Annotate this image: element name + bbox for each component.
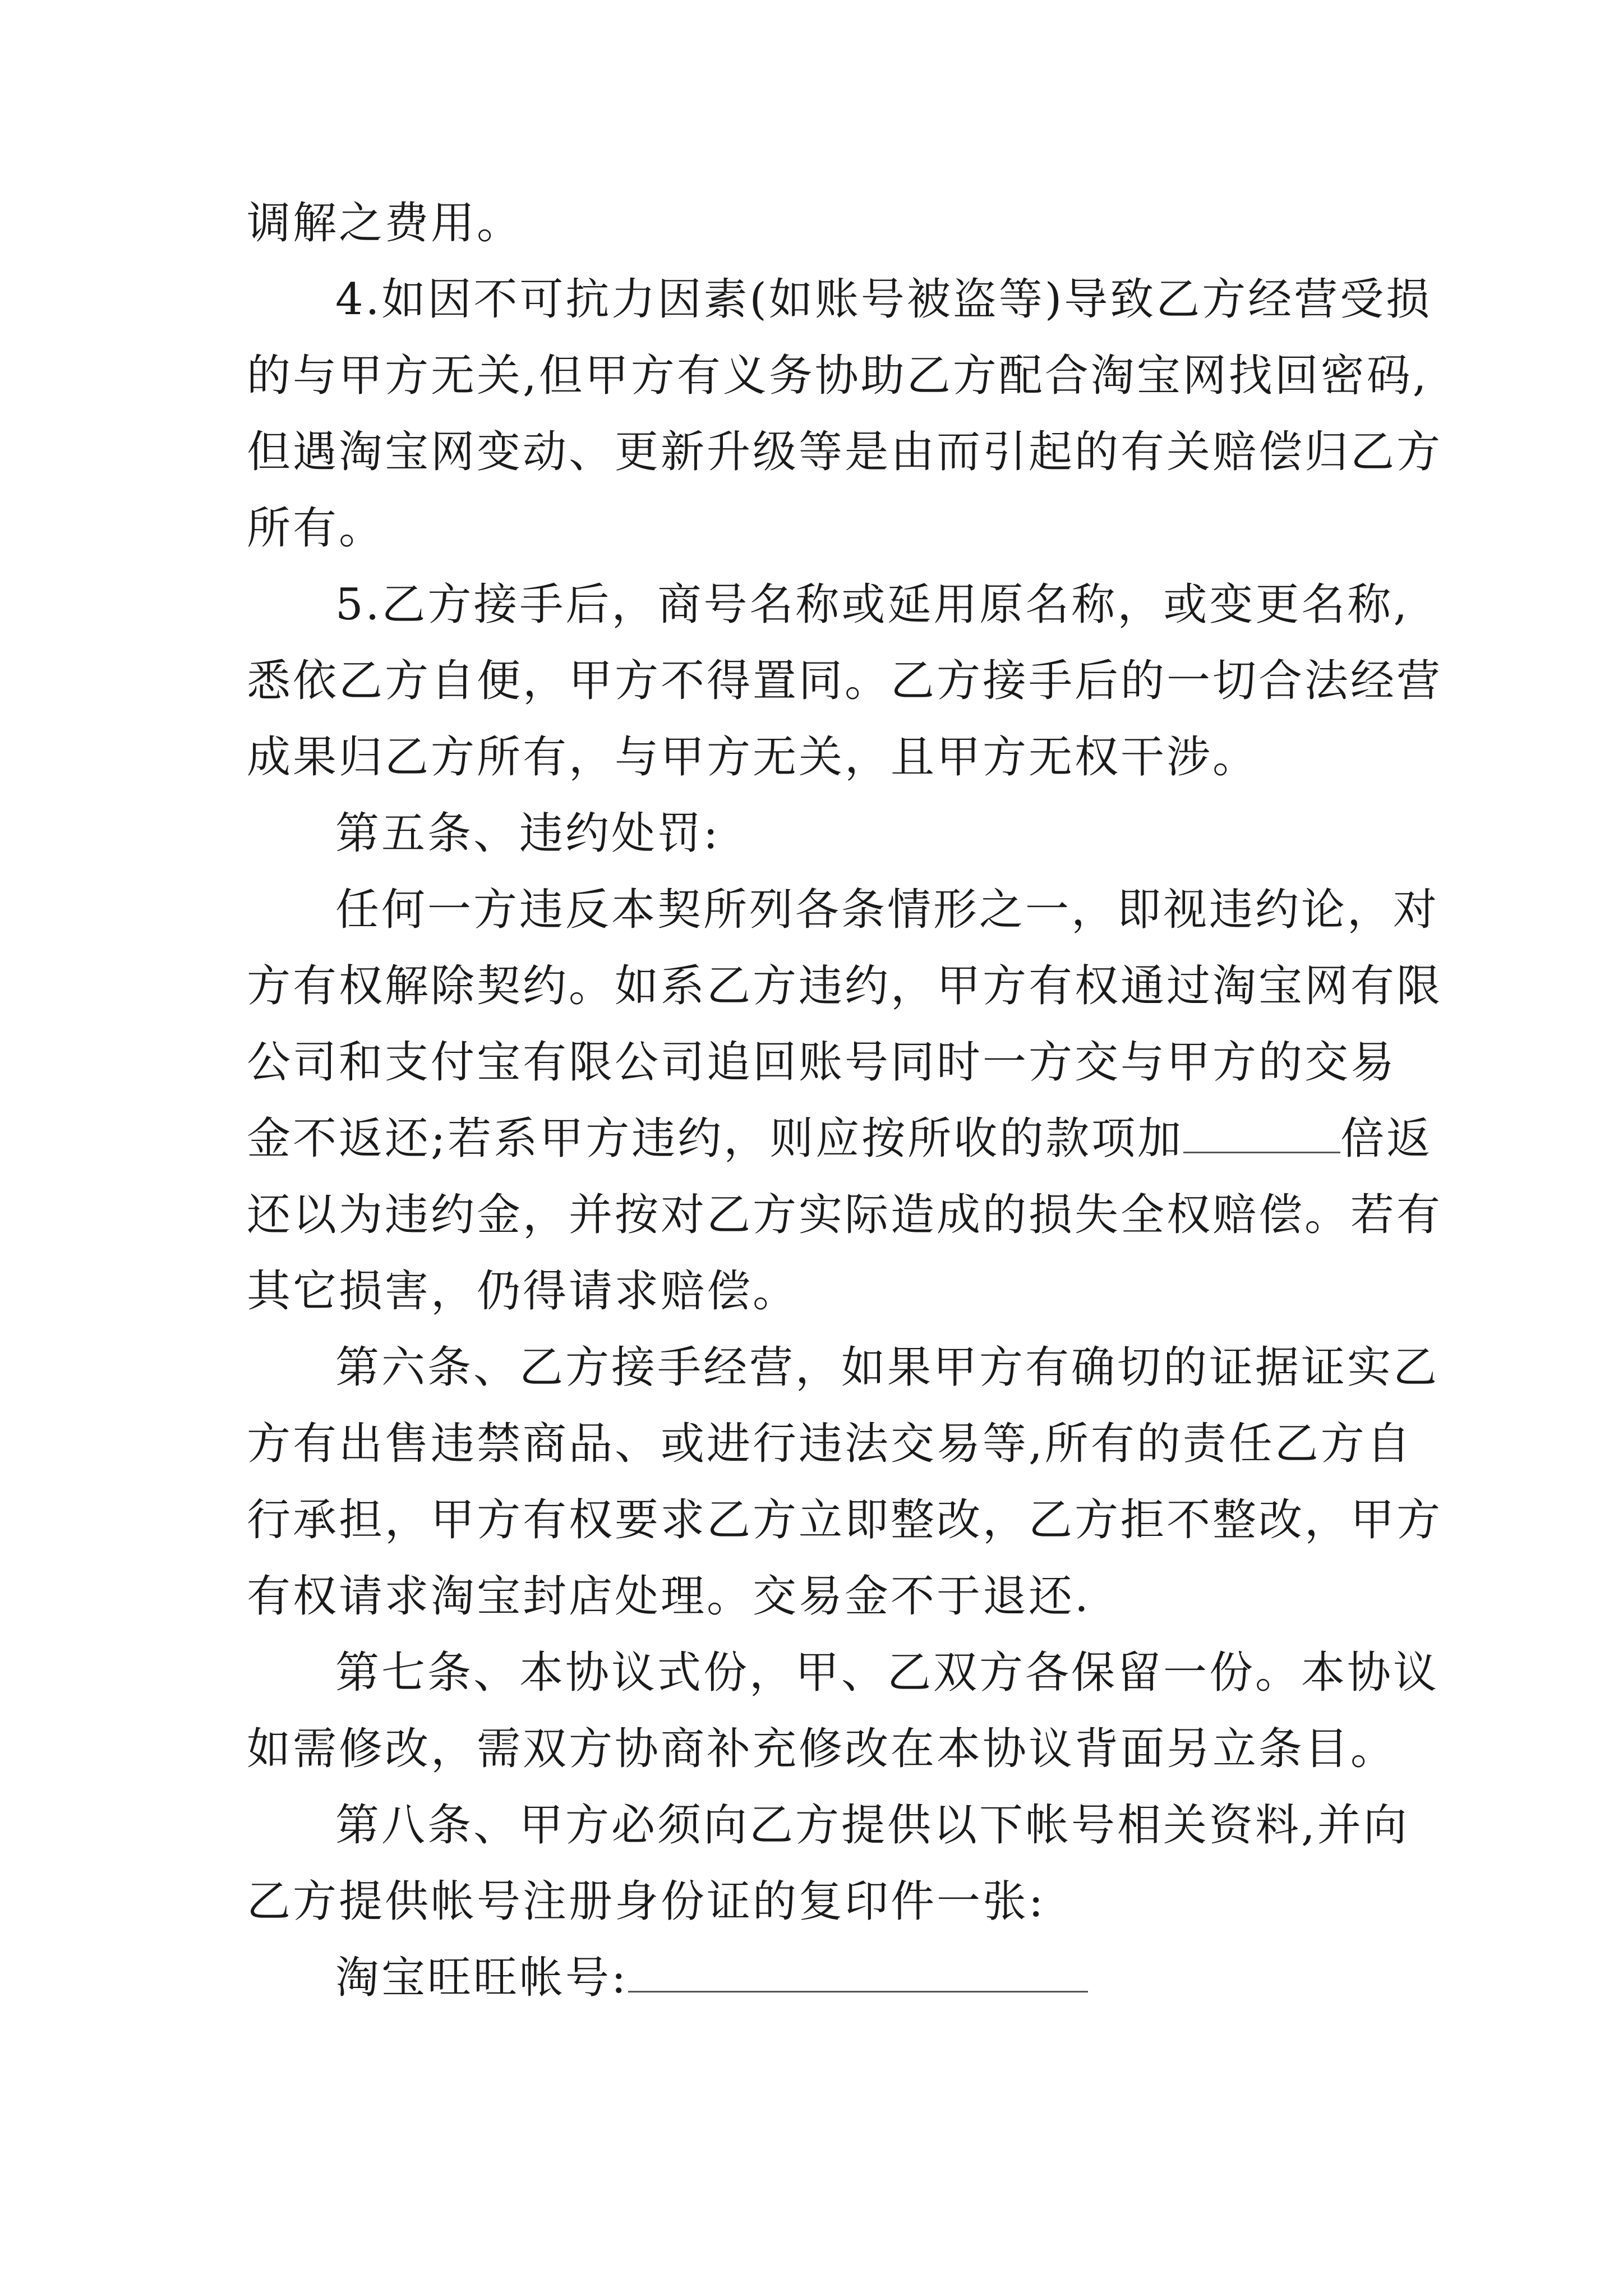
document-body <box>247 185 1441 2016</box>
clause-5: 5.乙方接手后，商号名称或延用原名称，或变更名称, <box>335 579 1410 630</box>
article-6: 第六条、乙方接手经营，如果甲方有确切的证据证实乙 <box>335 1342 1440 1393</box>
text-line: 方有权解除契约。如系乙方违约，甲方有权通过淘宝网有限 <box>247 961 1443 1011</box>
text-line: 有权请求淘宝封店处理。交易金不于退还. <box>247 1571 1091 1622</box>
clause-4: 4.如因不可抗力因素(如账号被盗等)导致乙方经营受损 <box>335 274 1432 325</box>
wangwang-account-blank[interactable] <box>628 1952 1088 1993</box>
text-line: 成果归乙方所有，与甲方无关，且甲方无权干涉。 <box>247 732 1259 783</box>
text-line: 但遇淘宝网变动、更新升级等是由而引起的有关赔偿归乙方 <box>247 427 1443 477</box>
text-line: 悉依乙方自便，甲方不得置同。乙方接手后的一切合法经营 <box>247 656 1443 706</box>
text-line: 方有出售违禁商品、或进行违法交易等,所有的责任乙方自 <box>247 1419 1413 1469</box>
text-line: 行承担，甲方有权要求乙方立即整改，乙方拒不整改，甲方 <box>247 1495 1443 1545</box>
text-line: 调解之费用。 <box>247 198 523 249</box>
article-8: 第八条、甲方必须向乙方提供以下帐号相关资料,并向 <box>335 1800 1409 1851</box>
text-segment: 倍返 <box>1340 1114 1433 1164</box>
article-5-paragraph: 任何一方违反本契所列各条情形之一，即视违约论，对 <box>335 885 1440 935</box>
text-line: 公司和支付宝有限公司追回账号同时一方交与甲方的交易 <box>247 1037 1397 1088</box>
text-line: 其它损害，仍得请求赔偿。 <box>247 1266 799 1317</box>
text-line-with-blank <box>247 1101 1441 1177</box>
article-5-heading: 第五条、违约处罚: <box>335 808 721 859</box>
text-segment: 金不返还;若系甲方违约，则应按所收的款项加 <box>247 1114 1184 1164</box>
text-line: 所有。 <box>247 503 385 554</box>
text-line: 的与甲方无关,但甲方有义务协助乙方配合淘宝网找回密码, <box>247 351 1429 401</box>
text-line: 如需修改，需双方协商补充修改在本协议背面另立条目。 <box>247 1724 1397 1774</box>
text-line: 乙方提供帐号注册身份证的复印件一张: <box>247 1876 1046 1927</box>
text-line: 还以为违约金，并按对乙方实际造成的损失全权赔偿。若有 <box>247 1190 1443 1240</box>
wangwang-account-line <box>247 1940 1441 2016</box>
wangwang-account-label: 淘宝旺旺帐号: <box>335 1953 629 2003</box>
multiplier-blank[interactable] <box>1183 1112 1340 1153</box>
article-7: 第七条、本协议式份，甲、乙双方各保留一份。本协议 <box>335 1648 1440 1698</box>
